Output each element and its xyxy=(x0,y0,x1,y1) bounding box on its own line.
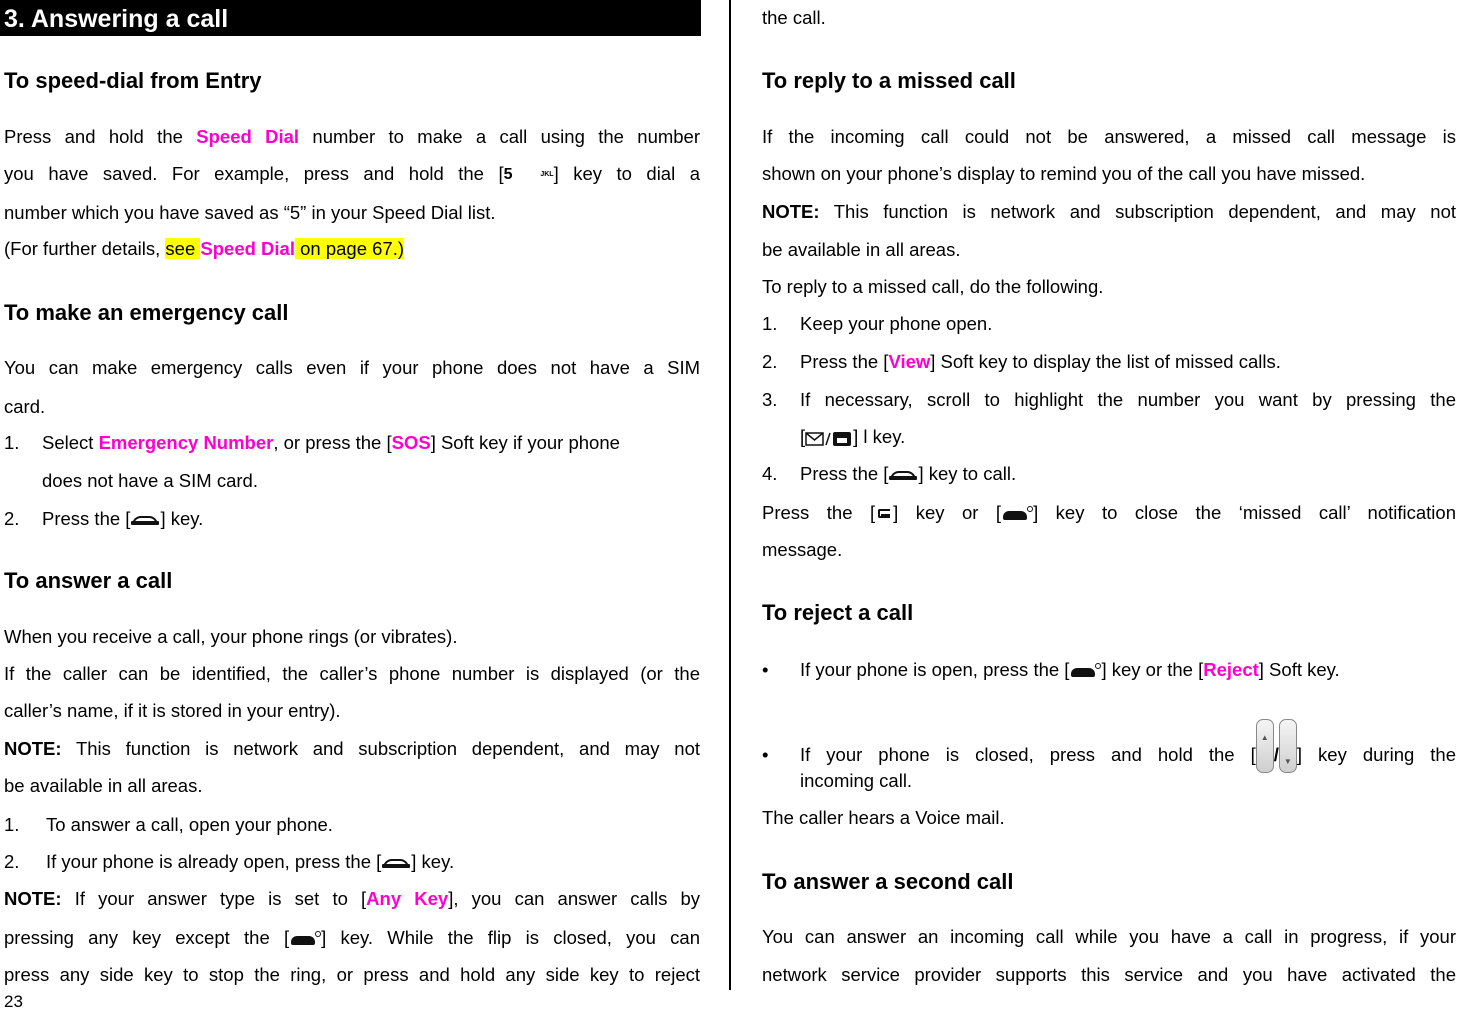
missed-note-cont: be available in all areas. xyxy=(762,239,961,260)
reject-heading: To reject a call xyxy=(762,600,914,625)
answer-note-2-line-3: press any side key to stop the ring, or press and hold any side key to reject xyxy=(4,964,700,985)
clear-key-icon xyxy=(875,507,893,521)
answer-para-2: If the caller can be identified, the caller’s phone number is displayed (or the xyxy=(4,663,700,684)
missed-step-3: 3. If necessary, scroll to highlight the number you want by pressing the xyxy=(762,389,1456,410)
reject-bullet-1: • If your phone is open, press the [ ] key or the [Reject] Soft key. xyxy=(762,659,1340,680)
continued-text: the call. xyxy=(762,7,826,28)
second-call-para-1: You can answer an incoming call while you have a call in progress, if your xyxy=(762,926,1456,947)
send-key-icon xyxy=(381,856,411,870)
second-call-heading: To answer a second call xyxy=(762,869,1014,894)
end-key-icon xyxy=(1069,663,1101,679)
answer-step-2: 2. If your phone is already open, press the [ ] key. xyxy=(4,851,455,872)
left-column xyxy=(0,0,701,985)
missed-step-3-cont: [ ] l key. xyxy=(800,426,906,447)
second-call-para-2: network service provider supports this service and you have activated the xyxy=(762,964,1456,985)
speed-dial-para-1: Press and hold the Speed Dial number to make a call using the number xyxy=(4,126,701,147)
answer-para-1: When you receive a call, your phone rings (or vibrates). xyxy=(4,626,458,647)
missed-step-4: 4. Press the [ ] key to call. xyxy=(762,463,1017,484)
side-key-down-icon: ▼ xyxy=(1279,719,1297,773)
answer-step-1: 1. To answer a call, open your phone. xyxy=(4,814,333,835)
emergency-step-2: 2. Press the [ ] key. xyxy=(4,508,204,529)
end-key-icon xyxy=(289,931,321,947)
missed-call-heading: To reply to a missed call xyxy=(762,68,1016,93)
missed-para-4: Press the [ ] key or [ ] key to close the ‘missed call’ notification xyxy=(762,502,1456,523)
emergency-step-1: 1. Select Emergency Number, or press the [SOS] Soft key if your phone xyxy=(4,432,620,453)
answer-heading: To answer a call xyxy=(4,568,173,593)
answer-note-cont: be available in all areas. xyxy=(4,775,203,796)
emergency-heading: To make an emergency call xyxy=(4,300,289,325)
answer-note-2-line-2: pressing any key except the [ ] key. While the flip is closed, you can xyxy=(4,927,701,948)
side-key-up-icon: ▲ xyxy=(1256,719,1274,773)
section-title: 3. Answering a call xyxy=(0,0,701,36)
page-number: 23 xyxy=(4,992,23,1011)
missed-para-5: message. xyxy=(762,539,843,560)
reject-para-1: The caller hears a Voice mail. xyxy=(762,807,1005,828)
column-divider xyxy=(729,0,731,990)
emergency-step-1-cont: does not have a SIM card. xyxy=(42,470,258,491)
speed-dial-link[interactable]: Speed Dial xyxy=(200,238,295,259)
send-key-icon xyxy=(130,513,160,527)
speed-dial-para-2: you have saved. For example, press and hold the [5 $^{JKL}$] key to dial a xyxy=(4,163,700,184)
missed-para-3: To reply to a missed call, do the following. xyxy=(762,276,1104,297)
reject-bullet-2: • If your phone is closed, press and hold the [ ▲ / ▼ ] key during the xyxy=(762,719,1456,769)
emergency-para-1: You can make emergency calls even if your phone does not have a SIM xyxy=(4,357,700,378)
answer-note-2: NOTE: If your answer type is set to [Any Key], you can answer calls by xyxy=(4,888,700,909)
missed-para-1: If the incoming call could not be answered, a missed call message is xyxy=(762,126,1456,147)
speed-dial-term: Speed Dial xyxy=(196,126,300,147)
missed-note: NOTE: This function is network and subscription dependent, and may not xyxy=(762,201,1456,222)
speed-dial-heading: To speed-dial from Entry xyxy=(4,68,262,93)
message-phonebook-key-icon xyxy=(805,430,853,446)
missed-step-2: 2. Press the [View] Soft key to display the list of missed calls. xyxy=(762,351,1281,372)
missed-para-2: shown on your phone’s display to remind you of the call you have missed. xyxy=(762,163,1366,184)
emergency-para-2: card. xyxy=(4,396,46,417)
end-key-icon xyxy=(1001,506,1033,522)
reject-bullet-2-cont: incoming call. xyxy=(800,770,913,791)
missed-step-1: 1. Keep your phone open. xyxy=(762,313,993,334)
answer-para-3: caller’s name, if it is stored in your entry). xyxy=(4,700,341,721)
five-key-icon: 5 $^{JKL}$ xyxy=(503,166,554,184)
answer-note: NOTE: This function is network and subscription dependent, and may not xyxy=(4,738,700,759)
speed-dial-para-3: number which you have saved as “5” in your Speed Dial list. xyxy=(4,202,496,223)
send-key-icon xyxy=(888,468,918,482)
speed-dial-reference: (For further details, see Speed Dial on page 67.) xyxy=(4,238,405,259)
